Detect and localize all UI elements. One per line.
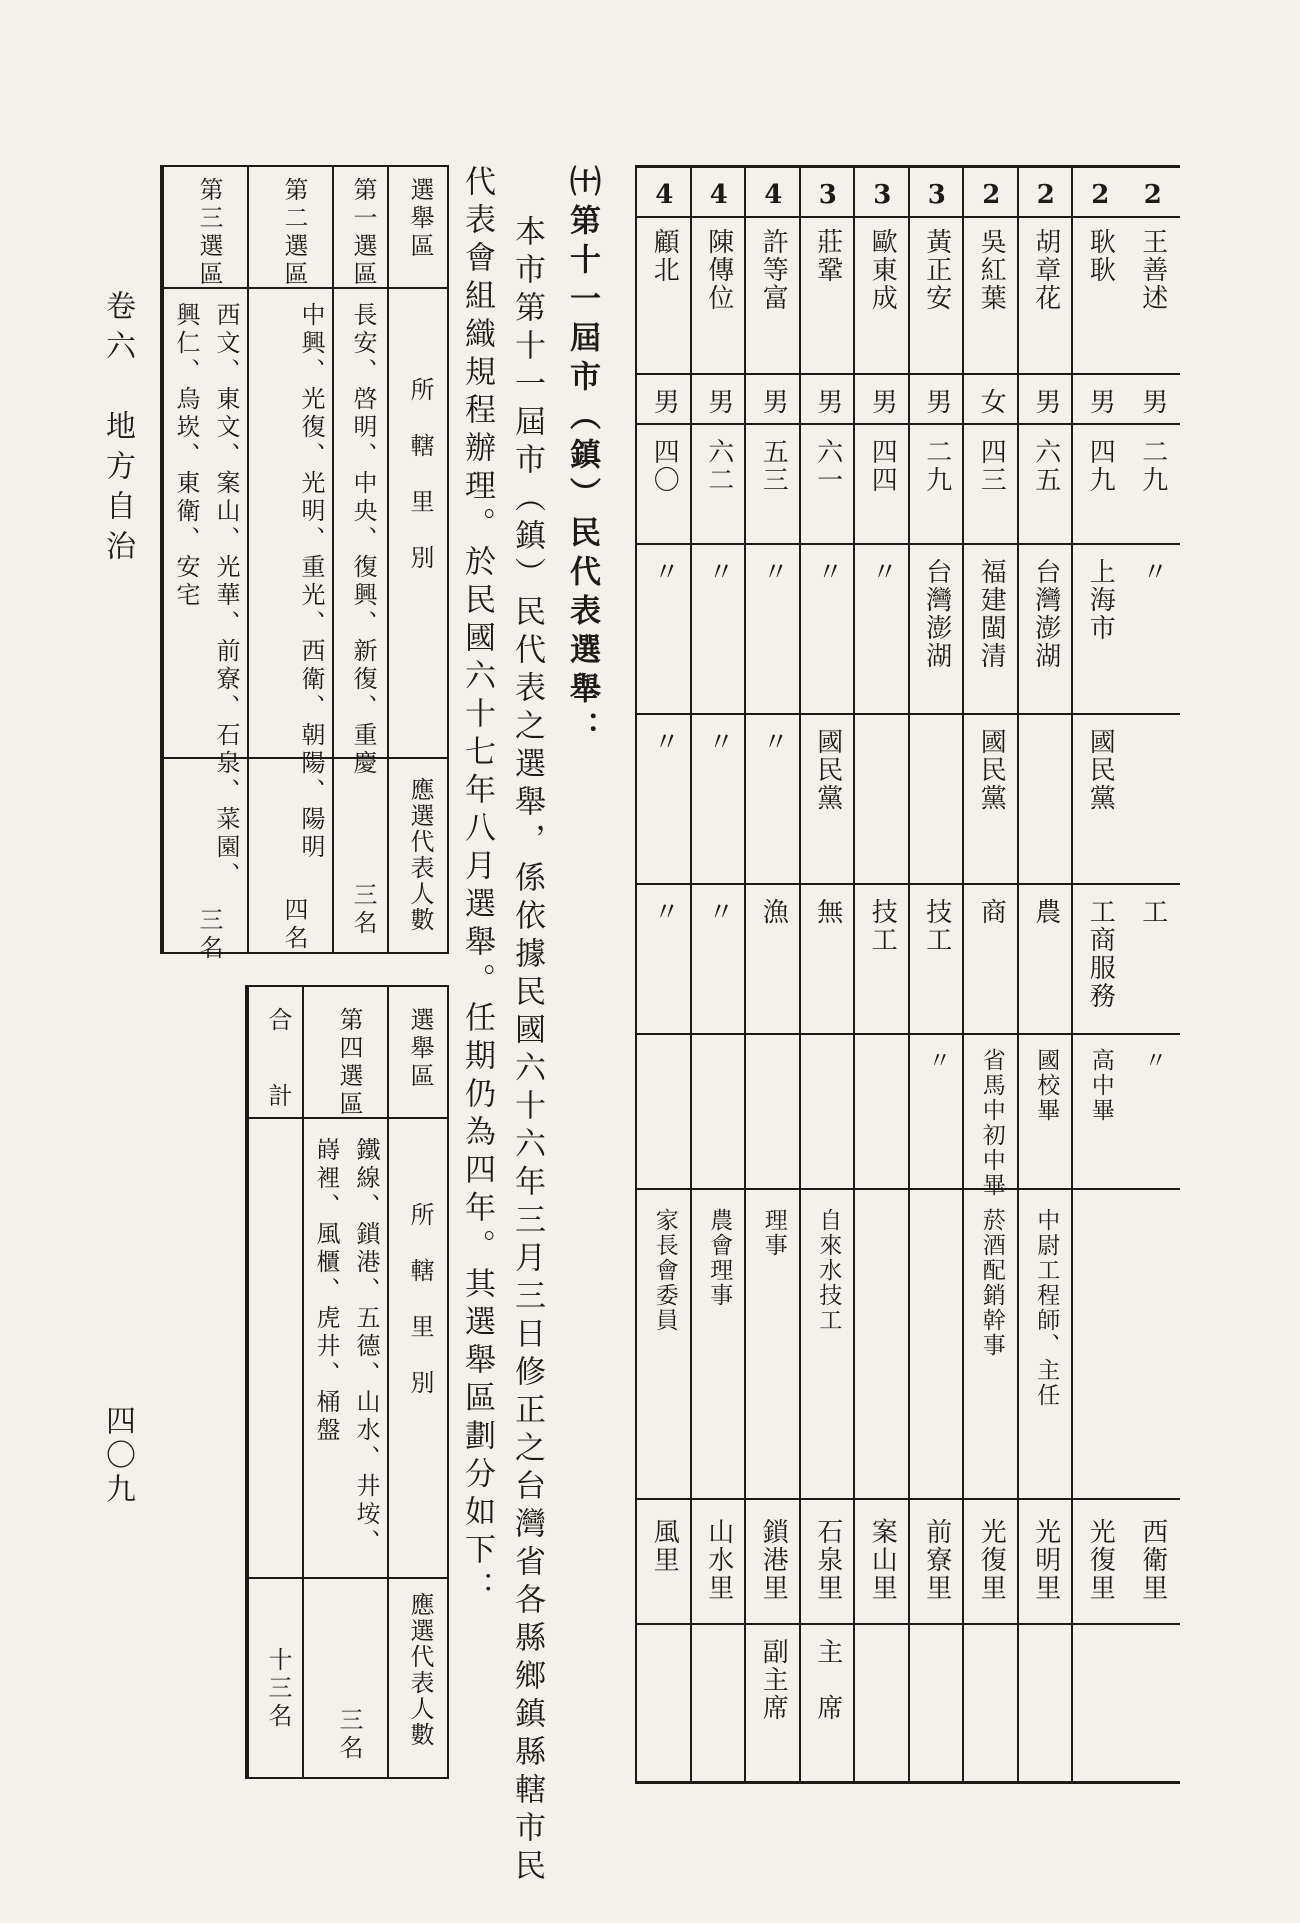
table-row	[690, 168, 747, 1781]
roster-sex: 男	[812, 388, 843, 416]
roster-occupation: 無	[812, 898, 843, 926]
roster-education: 省馬中初中畢	[978, 1048, 1005, 1198]
district-villages: 西文、東文、案山、光華、前寮、石泉、菜園、興仁、烏崁、東衛、安宅	[172, 302, 240, 890]
table-row	[962, 168, 1019, 1781]
roster-experience: 中尉工程師、主任	[1033, 1208, 1060, 1408]
roster-party: 〃	[649, 728, 680, 756]
roster-sex: 男	[867, 388, 898, 416]
roster-village: 光復里	[976, 1518, 1007, 1602]
roster-name: 許等富	[758, 228, 789, 312]
roster-age: 四四	[867, 438, 898, 494]
roster-sex: 男	[1030, 388, 1061, 416]
table-row	[1071, 168, 1128, 1781]
roster-education: 〃	[1140, 1048, 1167, 1073]
table-header-row	[387, 167, 449, 952]
roster-occupation: 工	[1137, 898, 1168, 926]
district-villages: 長安、啓明、中央、復興、新復、重慶	[349, 302, 377, 778]
table-row	[247, 167, 334, 952]
header-villages: 所 轄 里 別	[406, 1202, 434, 1398]
roster-age: 二九	[1137, 438, 1168, 494]
roster-origin: 〃	[867, 558, 898, 586]
roster-party: 〃	[703, 728, 734, 756]
roster-origin: 台灣澎湖	[1030, 558, 1061, 670]
roster-name: 胡章花	[1030, 228, 1061, 312]
roster-education: 〃	[924, 1048, 951, 1073]
district-seats: 三名	[195, 907, 223, 963]
roster-district: 2	[976, 180, 1007, 212]
district-seats: 四名	[280, 897, 308, 953]
roster-party: 國民黨	[976, 728, 1007, 812]
roster-occupation: 〃	[703, 898, 734, 926]
roster-name: 歐東成	[867, 228, 898, 312]
roster-age: 六五	[1030, 438, 1061, 494]
roster-district: 4	[758, 180, 789, 212]
roster-district: 2	[1030, 180, 1061, 212]
roster-district: 2	[1137, 180, 1168, 212]
paragraph-line-2: 代表會組織規程辦理。於民國六十七年八月選舉。任期仍為四年。其選舉區劃分如下：	[459, 165, 495, 1609]
roster-sex: 男	[703, 388, 734, 416]
page-number: 四〇九	[100, 1405, 135, 1507]
district-name: 第三選區	[195, 177, 223, 289]
header-district: 選舉區	[406, 177, 434, 261]
district-name: 第四選區	[335, 1007, 363, 1119]
roster-name: 黃正安	[921, 228, 952, 312]
roster-district: 4	[649, 180, 680, 212]
roster-occupation: 〃	[649, 898, 680, 926]
roster-experience: 家長會委員	[651, 1208, 678, 1333]
roster-sex: 男	[649, 388, 680, 416]
roster-age: 二九	[921, 438, 952, 494]
roster-origin: 〃	[649, 558, 680, 586]
header-seats: 應選代表人數	[406, 1592, 434, 1748]
roster-origin: 〃	[812, 558, 843, 586]
representative-roster-table	[635, 165, 1180, 1784]
district-table-1	[160, 165, 449, 963]
total-seats: 十三名	[264, 1647, 292, 1731]
roster-name: 陳傳位	[703, 228, 734, 312]
section-heading: ㈩第十一屆市（鎮）民代表選舉：	[564, 165, 600, 750]
roster-village: 山水里	[703, 1518, 734, 1602]
total-label: 合 計	[264, 1007, 292, 1121]
roster-sex: 男	[1137, 388, 1168, 416]
roster-sex: 男	[758, 388, 789, 416]
district-seats: 三名	[349, 882, 377, 938]
district-seats: 三名	[335, 1707, 363, 1763]
roster-name: 顧北	[649, 228, 680, 284]
district-name: 第二選區	[280, 177, 308, 289]
table-row	[247, 987, 304, 1777]
roster-village: 石泉里	[812, 1518, 843, 1602]
roster-age: 四九	[1085, 438, 1116, 494]
district-villages: 中興、光復、光明、重光、西衛、朝陽、陽明	[297, 302, 325, 862]
district-villages: 鐵線、鎖港、五德、山水、井垵、嵵裡、風櫃、虎井、桶盤	[312, 1137, 380, 1557]
roster-education: 國校畢	[1033, 1048, 1060, 1123]
district-table-2	[245, 985, 449, 1779]
header-district: 選舉區	[406, 1007, 434, 1091]
roster-post: 副主席	[758, 1638, 789, 1722]
roster-name: 耿耿	[1085, 228, 1116, 284]
roster-origin: 〃	[1137, 558, 1168, 586]
roster-occupation: 農	[1030, 898, 1061, 926]
roster-occupation: 技工	[867, 898, 898, 954]
roster-district: 3	[921, 180, 952, 212]
roster-village: 光復里	[1085, 1518, 1116, 1602]
roster-district: 3	[812, 180, 843, 212]
header-seats: 應選代表人數	[406, 777, 434, 933]
roster-party: 國民黨	[1085, 728, 1116, 812]
table-row	[162, 167, 249, 963]
roster-occupation: 技工	[921, 898, 952, 954]
roster-experience: 理事	[760, 1208, 787, 1258]
roster-occupation: 漁	[758, 898, 789, 926]
roster-age: 六二	[703, 438, 734, 494]
roster-experience: 自來水技工	[815, 1208, 842, 1333]
table-row	[1017, 168, 1074, 1781]
table-row	[332, 167, 389, 952]
roster-education: 高中畢	[1087, 1048, 1114, 1123]
roster-party: 國民黨	[812, 728, 843, 812]
roster-age: 四〇	[649, 438, 680, 494]
paragraph-line-1: 本市第十一屆市（鎮）民代表之選舉，係依據民國六十六年三月三日修正之台灣省各縣鄉鎮縣轄市民	[509, 215, 545, 1887]
roster-origin: 台灣澎湖	[921, 558, 952, 670]
roster-age: 六一	[812, 438, 843, 494]
roster-name: 莊鞏	[812, 228, 843, 284]
roster-sex: 男	[1085, 388, 1116, 416]
table-row	[1126, 168, 1181, 1781]
roster-sex: 男	[921, 388, 952, 416]
chapter-label: 卷六 地方自治	[100, 290, 135, 570]
roster-village: 鎖港里	[758, 1518, 789, 1602]
roster-post: 主 席	[812, 1638, 843, 1722]
roster-occupation: 商	[976, 898, 1007, 926]
table-row	[799, 168, 856, 1781]
roster-origin: 〃	[758, 558, 789, 586]
roster-age: 四三	[976, 438, 1007, 494]
roster-district: 2	[1085, 180, 1116, 212]
roster-village: 前寮里	[921, 1518, 952, 1602]
roster-village: 風里	[649, 1518, 680, 1574]
roster-party: 〃	[758, 728, 789, 756]
table-row	[744, 168, 801, 1781]
roster-district: 3	[867, 180, 898, 212]
roster-origin: 福建閩清	[976, 558, 1007, 670]
roster-name: 王善述	[1137, 228, 1168, 312]
header-villages: 所 轄 里 別	[406, 377, 434, 573]
table-row	[635, 168, 692, 1781]
roster-village: 光明里	[1030, 1518, 1061, 1602]
roster-occupation: 工商服務	[1085, 898, 1116, 1010]
roster-origin: 上海市	[1085, 558, 1116, 642]
roster-sex: 女	[976, 388, 1007, 416]
district-name: 第一選區	[349, 177, 377, 289]
roster-name: 吳紅葉	[976, 228, 1007, 312]
table-row	[302, 987, 389, 1777]
table-header-row	[387, 987, 449, 1777]
table-row	[908, 168, 965, 1781]
table-row	[853, 168, 910, 1781]
roster-age: 五三	[758, 438, 789, 494]
roster-village: 案山里	[867, 1518, 898, 1602]
roster-experience: 農會理事	[706, 1208, 733, 1308]
roster-village: 西衛里	[1137, 1518, 1168, 1602]
roster-origin: 〃	[703, 558, 734, 586]
roster-district: 4	[703, 180, 734, 212]
roster-experience: 菸酒配銷幹事	[978, 1208, 1005, 1358]
